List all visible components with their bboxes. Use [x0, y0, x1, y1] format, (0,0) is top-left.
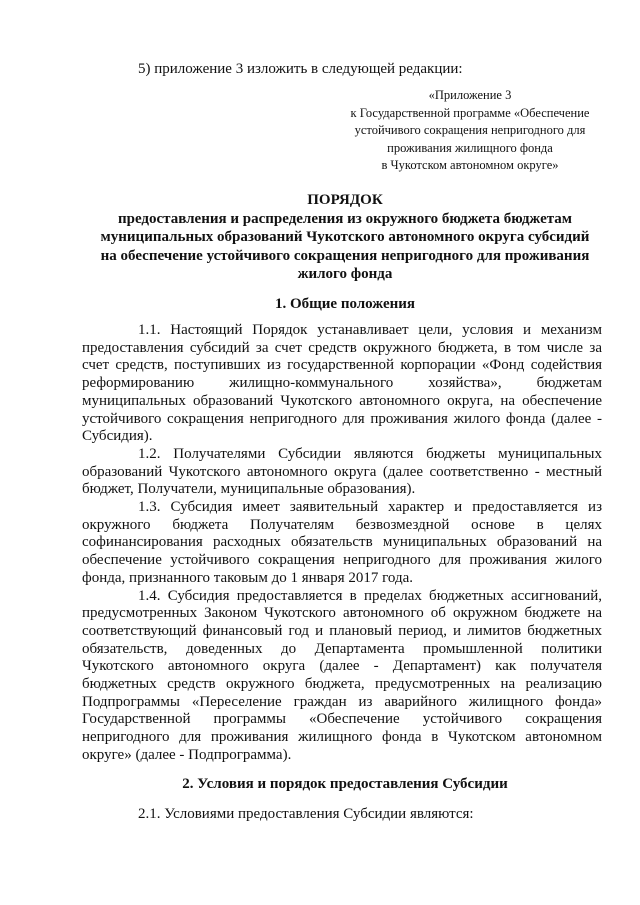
paragraph-1-2: 1.2. Получателями Субсидии являются бюджеты муниципальных образований Чукотского автономного округа (далее соответственно - местный бюджет, Получатели, муниципальные образования). [82, 445, 602, 498]
appendix-line: проживания жилищного фонда [387, 140, 553, 155]
appendix-reference [320, 87, 620, 175]
appendix-line: «Приложение 3 [428, 88, 512, 102]
section-1-body [82, 322, 602, 765]
section-1-heading: 1. Общие положения [274, 296, 416, 312]
title-line: на обеспечение устойчивого сокращения непригодного для проживания [100, 247, 590, 264]
document-title [80, 191, 610, 284]
paragraph-1-4: 1.4. Субсидия предоставляется в пределах бюджетных ассигнований, предусмотренных Законом Чукотского автономного об окружном бюджете на соответствующий финансовый год и плановый период, и лимитов бюджетных обязательств, доведенных до Департамента промышленной политики Чукотского автономного округа (далее - Департамент) как получателя бюджетных средств окружного бюджета, предусмотренных на реализацию Подпрограммы «Переселение граждан из аварийного жилищного фонда» Государственной программы «Обеспечение устойчивого сокращения непригодного для проживания жилищного фонда в Чукотском автономном округе» (далее - Подпрограмма). [82, 587, 602, 763]
paragraph-1-1: 1.1. Настоящий Порядок устанавливает цели, условия и механизм предоставления субсидий за счет средств окружного бюджета, в том числе за счет средств, поступивших из государственной корпорации «Фонд содействия реформированию жилищно-коммунального хозяйства», бюджетам муниципальных образований Чукотского автономного округа, на обеспечение устойчивого сокращения непригодного для проживания жилого фонда (далее - Субсидия). [82, 322, 602, 445]
paragraph-2-1: 2.1. Условиями предоставления Субсидии являются: [138, 806, 474, 822]
appendix-line: устойчивого сокращения непригодного для [354, 123, 586, 137]
title-heading: ПОРЯДОК [307, 192, 383, 208]
section-2-heading: 2. Условия и порядок предоставления Субсидии [182, 776, 508, 792]
paragraph-1-3: 1.3. Субсидия имеет заявительный характер и предоставляется из окружного бюджета Получателям безвозмездной основе в целях софинансирования расходных обязательств муниципальных образований на обеспечение устойчивого сокращения непригодного для проживания жилого фонда, признанного таковым до 1 января 2017 года. [82, 499, 602, 586]
title-line: муниципальных образований Чукотского автономного округа субсидий [100, 229, 590, 245]
appendix-line: к Государственной программе «Обеспечение [350, 105, 590, 120]
title-line: жилого фонда [297, 266, 393, 282]
appendix-line: в Чукотском автономном округе» [381, 158, 559, 172]
intro-line: 5) приложение 3 изложить в следующей редакции: [138, 61, 463, 77]
title-line: предоставления и распределения из окружного бюджета бюджетам [117, 210, 573, 227]
